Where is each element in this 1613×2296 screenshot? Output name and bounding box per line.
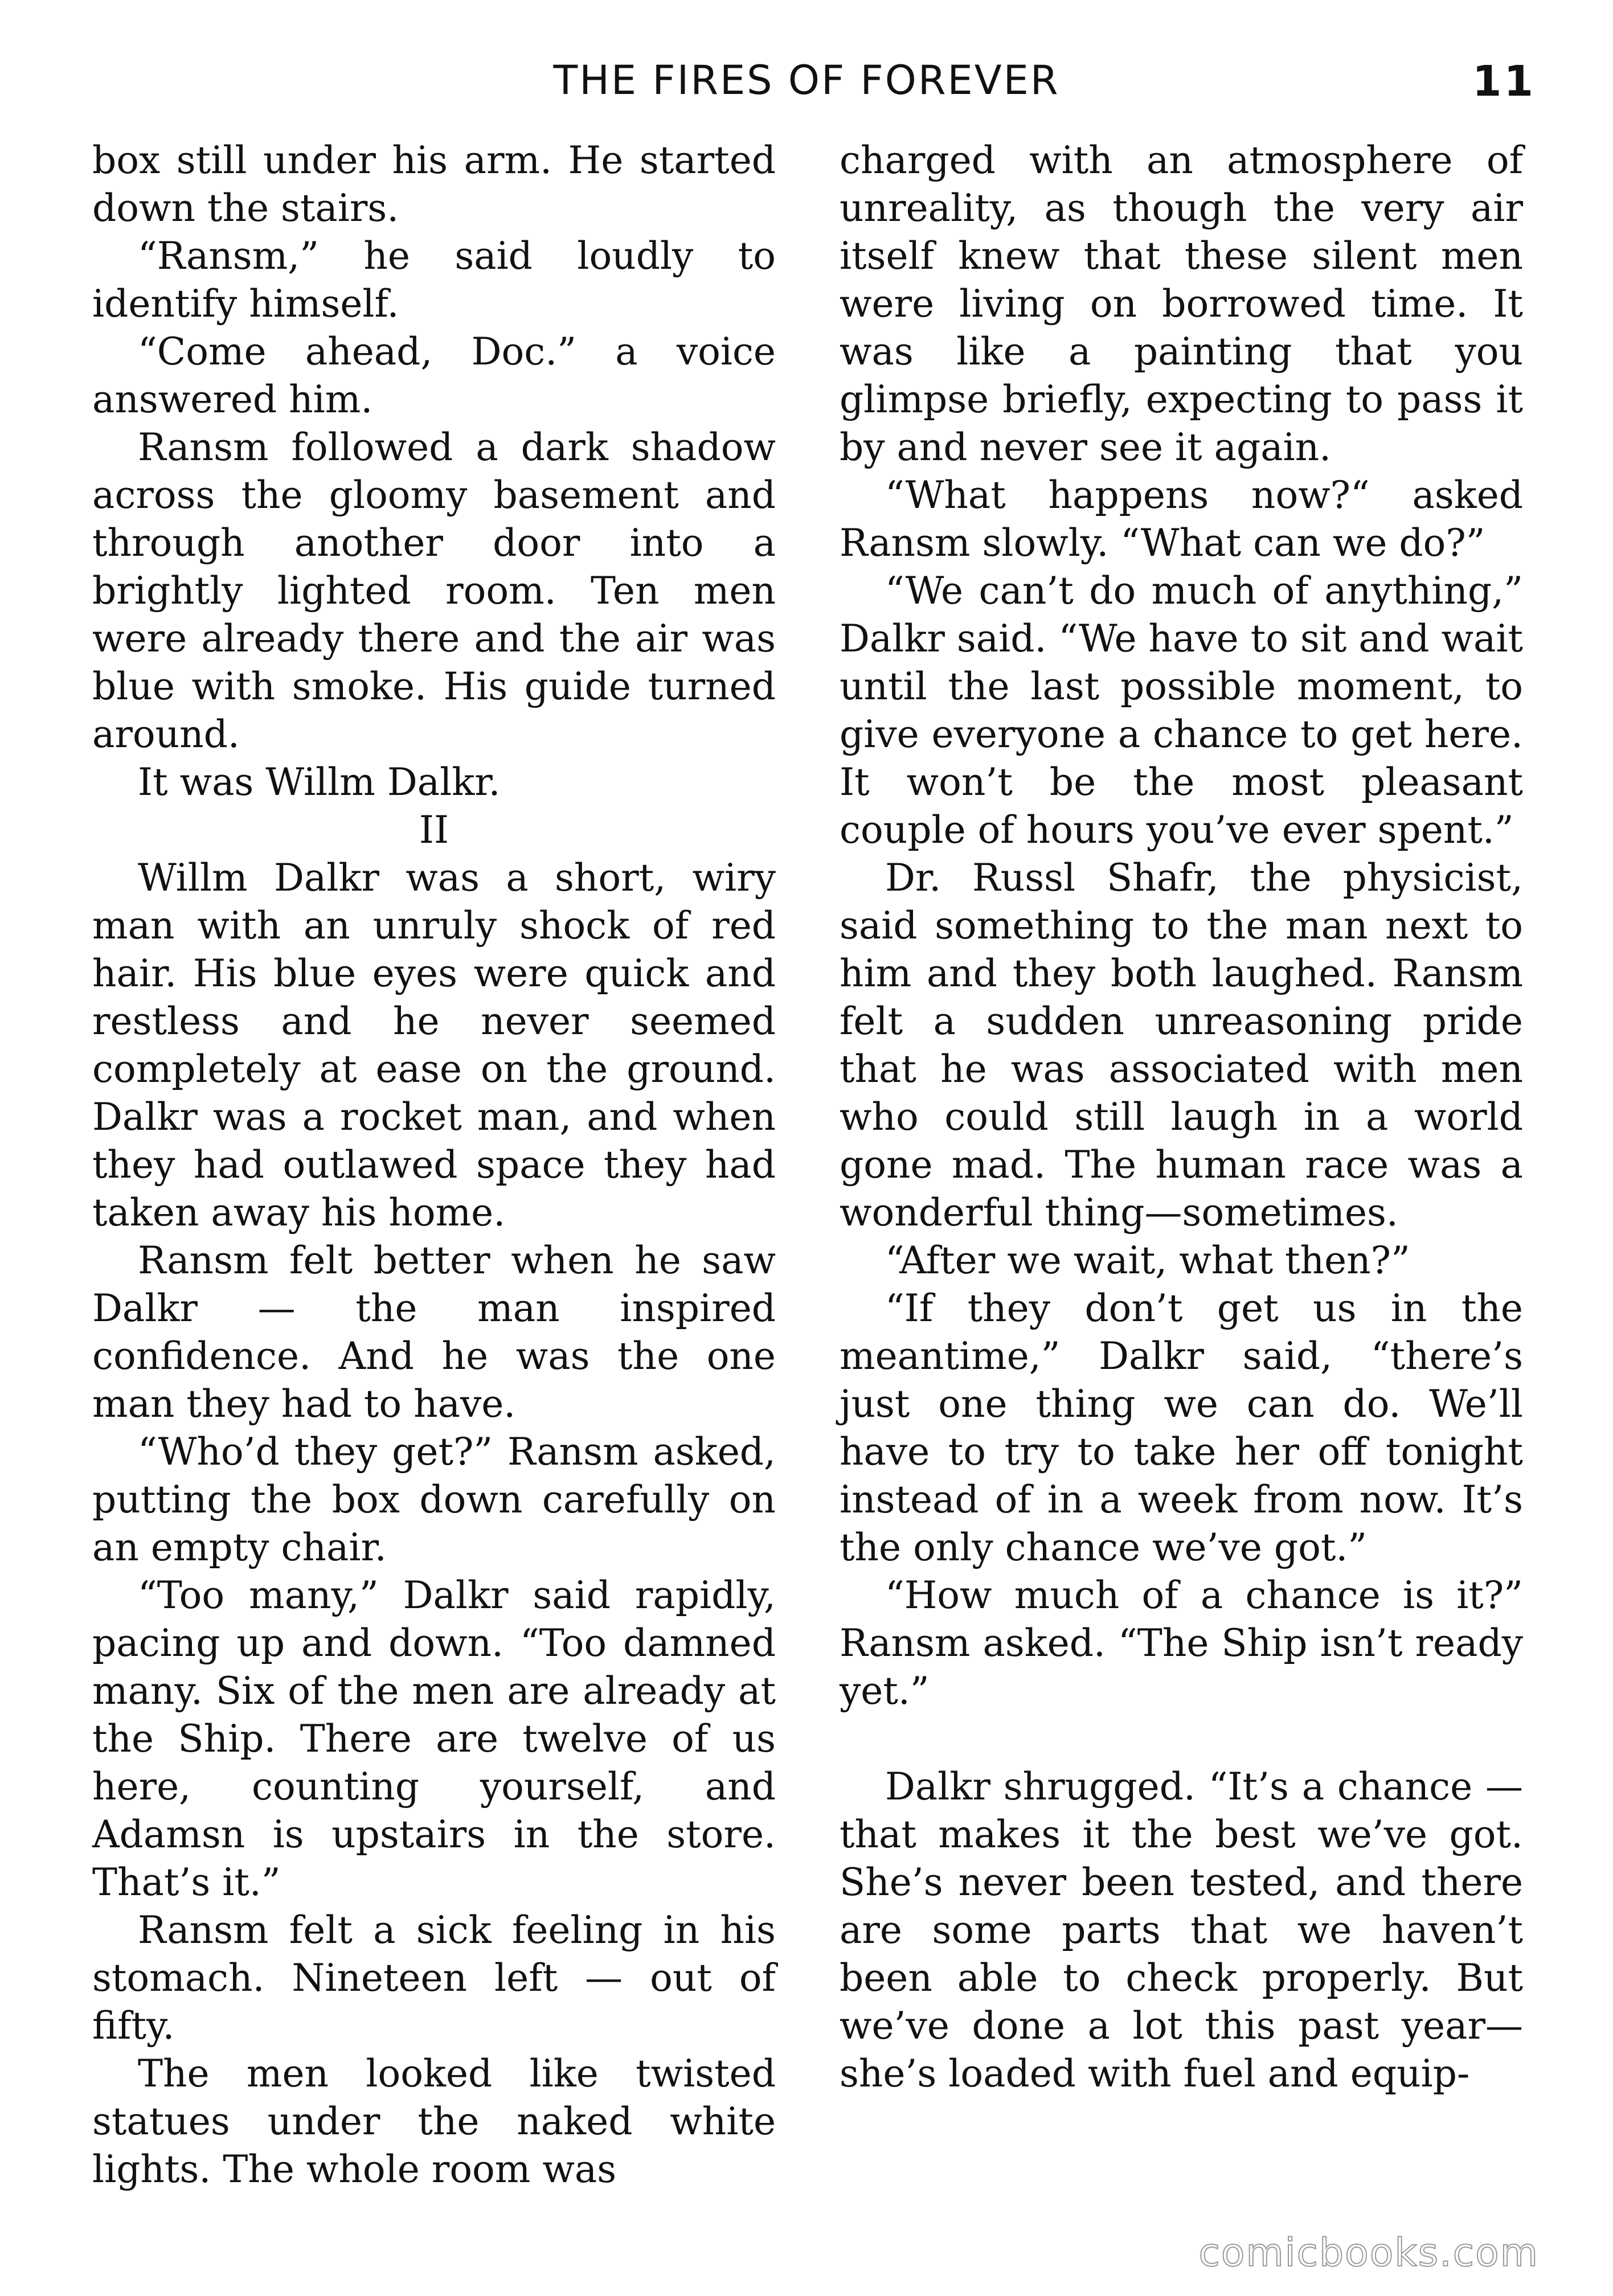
watermark: comicbooks.com: [1198, 2231, 1539, 2276]
paragraph: “What happens now?“ asked Ransm slowly. “What can we do?”: [840, 473, 1523, 565]
paragraph: “We can’t do much of anything,” Dalkr said. “We have to sit and wait until the last possible moment, to give everyone a chance to get here. It won’t be the most pleasant couple of hours you’ve ever spent.”: [840, 569, 1523, 852]
left-text-column: [92, 137, 776, 2194]
right-text-column: [840, 137, 1523, 2098]
paragraph: “If they don’t get us in the meantime,” Dalkr said, “there’s just one thing we can do. We’ll have to try to take her off tonight instead of in a week from now. It’s the only chance we’ve got.”: [840, 1286, 1523, 1569]
paragraph: “How much of a chance is it?” Ransm asked. “The Ship isn’t ready yet.”: [840, 1573, 1523, 1713]
paragraph: charged with an atmosphere of unreality, as though the very air itself knew that these silent men were living on borrowed time. It was like a painting that you glimpse briefly, expecting to pass it by and never see it again.: [840, 138, 1523, 469]
paragraph: Ransm felt better when he saw Dalkr — the man inspired confidence. And he was the one man they had to have.: [92, 1239, 776, 1426]
paragraph: “Come ahead, Doc.” a voice answered him.: [92, 330, 776, 421]
chapter-number: II: [419, 808, 449, 852]
paragraph: Dr. Russl Shafr, the physicist, said something to the man next to him and they both laughed. Ransm felt a sudden unreasoning pride that he was associated with men who could still laugh in a world gone mad. The human race was a wonderful thing—sometimes.: [840, 856, 1523, 1235]
paragraph: box still under his arm. He started down the stairs.: [92, 138, 776, 230]
paragraph: The men looked like twisted statues under the naked white lights. The whole room was: [92, 2052, 776, 2191]
running-header-title: THE FIRES OF FOREVER: [553, 57, 1060, 104]
page-number: 11: [1472, 57, 1536, 106]
paragraph: “After we wait, what then?”: [885, 1239, 1410, 1282]
paragraph: Ransm felt a sick feeling in his stomach. Nineteen left — out of fifty.: [92, 1908, 776, 2048]
paragraph: It was Willm Dalkr.: [138, 760, 501, 804]
paragraph: “Ransm,” he said loudly to identify himself.: [92, 234, 776, 326]
paragraph: “Too many,” Dalkr said rapidly, pacing up and down. “Too damned many. Six of the men are already at the Ship. There are twelve of us here, counting yourself, and Adamsn is upstairs in the store. That’s it.”: [92, 1573, 776, 1904]
paragraph: Dalkr shrugged. “It’s a chance —that makes it the best we’ve got. She’s never been tested, and there are some parts that we haven’t been able to check properly. But we’ve done a lot this past year— she’s loaded with fuel and equip-: [840, 1765, 1523, 2096]
paragraph: Willm Dalkr was a short, wiry man with an unruly shock of red hair. His blue eyes were quick and restless and he never seemed completely at ease on the ground. Dalkr was a rocket man, and when they had outlawed space they had taken away his home.: [92, 856, 776, 1235]
paragraph: “Who’d they get?” Ransm asked, putting the box down carefully on an empty chair.: [92, 1430, 776, 1569]
paragraph: Ransm followed a dark shadow across the gloomy basement and through another door into a brightly lighted room. Ten men were already there and the air was blue with smoke. His guide turned around.: [92, 425, 776, 756]
